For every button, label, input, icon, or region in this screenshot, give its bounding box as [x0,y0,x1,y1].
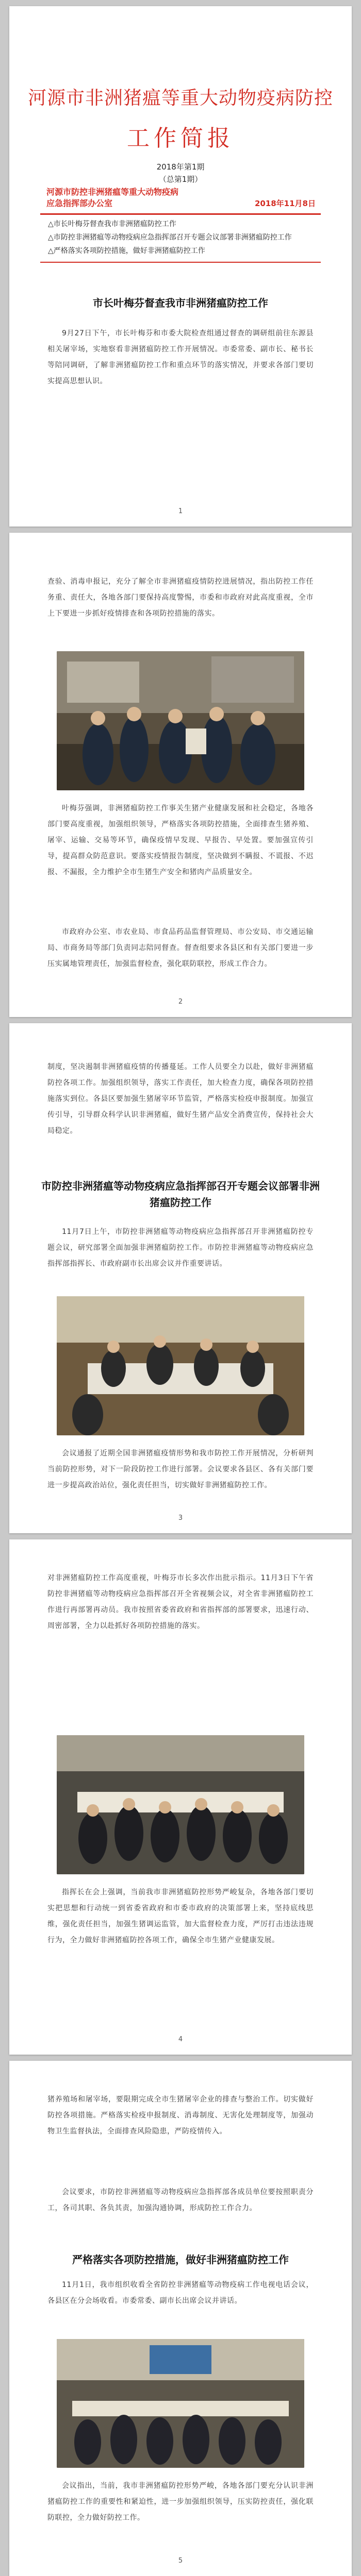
page-3 [9,1023,352,1533]
photo-caption: 会议指出，当前，我市非洲猪瘟防控形势严峻，各地各部门要充分认识非洲猪瘟防控工作的重要性和紧迫性，进一步加强组织领导，压实防控责任，强化联防联控，全力做好防控工作。 [47,2482,314,2522]
page-number: 1 [178,507,183,515]
paragraph: 对非洲猪瘟防控工作高度重视，叶梅芬市长多次作出批示指示。11月3日下午省防控非洲猪瘟等动物疫病应急指挥部召开全省视频会议，对全省非洲猪瘟防控工作进行再部署再动员。我市按照省委省政府和省指挥部的部署要求，迅速行动、周密部署，全力以赴抓好各项防控措施的落实。 [47,1574,314,1630]
page-2 [9,533,352,1017]
paragraph: 9月27日下午，市长叶梅芬和市委大院检查组通过督查的调研组前往东源县相关屠宰场，实地察看非洲猪瘟防控工作开展情况。市委常委、副市长、秘书长等陪同调研，了解非洲猪瘟防控工作和重点环节的落实情况，并要求各部门要切实提高思想认识。 [47,329,314,385]
paragraph: 11月7日上午，市防控非洲猪瘟等动物疫病应急指挥部召开非洲猪瘟防控专题会议，研究部署全面加强非洲猪瘟防控工作。市防控非洲猪瘟等动物疫病应急指挥部指挥长、市政府副市长出席会议并作重要讲话。 [47,1228,314,1268]
photo-caption: 会议通报了近期全国非洲猪瘟疫情形势和我市防控工作开展情况，分析研判当前防控形势，对下一阶段防控工作进行部署。会议要求各县区、各有关部门要进一步提高政治站位，强化责任担当，切实做好非洲猪瘟防控工作。 [47,1449,314,1489]
paragraph: 11月1日，我市组织收看全省防控非洲猪瘟等动物疫病工作电视电话会议，各县区在分会场收看。市委常委、副市长出席会议并讲话。 [47,2281,314,2305]
issuing-office: 河源市防控非洲猪瘟等重大动物疫病应急指挥部办公室 [46,187,179,208]
publish-date: 2018年11月8日 [254,199,316,208]
issue-line-2: （总第1期） [158,175,203,184]
issue-number [9,161,352,185]
section-title: 市长叶梅芬督查我市非洲猪瘟防控工作 [93,297,268,309]
toc-item[interactable]: △市防控非洲猪瘟等动物疫病应急指挥部召开专题会议部署非洲猪瘟防控工作 [48,233,292,242]
photo-caption: 指挥长在会上强调，当前我市非洲猪瘟防控形势严峻复杂，各地各部门要切实把思想和行动统一到省委省政府和市委市政府的决策部署上来，坚持底线思维，强化责任担当，加强生猪调运监管，加大监督检查力度，严厉打击违法违规行为，全力做好非洲猪瘟防控各项工作，确保全市生猪产业健康发展。 [47,1888,314,1944]
toc-item[interactable]: △市长叶梅芬督查我市非洲猪瘟防控工作 [48,220,176,228]
section-title: 市防控非洲猪瘟等动物疫病应急指挥部召开专题会议部署非洲猪瘟防控工作 [41,1180,320,1209]
briefing-name: 工作简报 [127,125,234,151]
video-conference-photo [57,2339,304,2468]
page-number: 2 [178,998,183,1006]
page-number: 5 [178,2557,183,2565]
conference-photo [57,1735,304,1874]
section-title: 严格落实各项防控措施，做好非洲猪瘟防控工作 [72,2253,289,2266]
page-number: 4 [178,2036,183,2043]
paragraph: 查验、消毒申报记，充分了解全市非洲猪瘟疫情防控进展情况，指出防控工作任务重、责任大，各地各部门要保持高度警惕，市委和市政府对此高度重视，全市上下要进一步抓好疫情排查和各项防控措施的落实。 [47,578,314,618]
inspection-photo [57,651,304,790]
toc-item[interactable]: △严格落实各项防控措施，做好非洲猪瘟防控工作 [48,247,205,255]
table-of-contents [48,217,316,258]
page-number: 3 [178,1514,183,1522]
toc-divider [40,262,321,263]
paragraph: 猪养殖场和屠宰场，要限期完成全市生猪屠宰企业的排查与整治工作。切实做好防控各项措施。严格落实检疫申报制度、消毒制度、无害化处理制度等，加强动物卫生监督执法，全面排查风险隐患，严防疫情传入。 [47,2095,314,2136]
paragraph: 制度，坚决遏制非洲猪瘟疫情的传播蔓延。工作人员要全力以赴，做好非洲猪瘟防控各项工作。加强组织领导，落实工作责任，加大检查力度，确保各项防控措施落实到位。各县区要加强生猪屠宰环节监管，严格落实检疫申报制度。加强宣传引导，引导群众科学认识非洲猪瘟，做好生猪产品安全消费宣传，保持社会大局稳定。 [47,1063,314,1135]
meeting-photo [57,1296,304,1435]
page-5 [9,2061,352,2576]
issue-line-1: 2018年第1期 [156,162,205,172]
briefing-header-title: 河源市非洲猪瘟等重大动物疫病防控 [27,88,333,109]
paragraph: 会议要求，市防控非洲猪瘟等动物疫病应急指挥部各成员单位要按照职责分工，各司其职、各负其责，加强沟通协调，形成防控工作合力。 [47,2188,314,2212]
header-divider [40,213,321,215]
photo-caption: 叶梅芬强调，非洲猪瘟防控工作事关生猪产业健康发展和社会稳定，各地各部门要高度重视，加强组织领导，严格落实各项防控措施，全面排查生猪养殖、屠宰、运输、交易等环节，确保疫情早发现、早报告、早处置。要加强宣传引导，提高群众防范意识。要落实疫情报告制度，坚决做到不瞒报、不谎报、不迟报、不漏报，全力维护全市生猪生产安全和猪肉产品质量安全。 [47,804,314,876]
page-4 [9,1539,352,2055]
paragraph: 市政府办公室、市农业局、市食品药品监督管理局、市公安局、市交通运输局、市商务局等部门负责同志陪同督查。督查组要求各县区和有关部门要进一步压实属地管理责任，加强监督检查，强化联防联控，形成工作合力。 [47,928,314,968]
page-1 [9,6,352,527]
